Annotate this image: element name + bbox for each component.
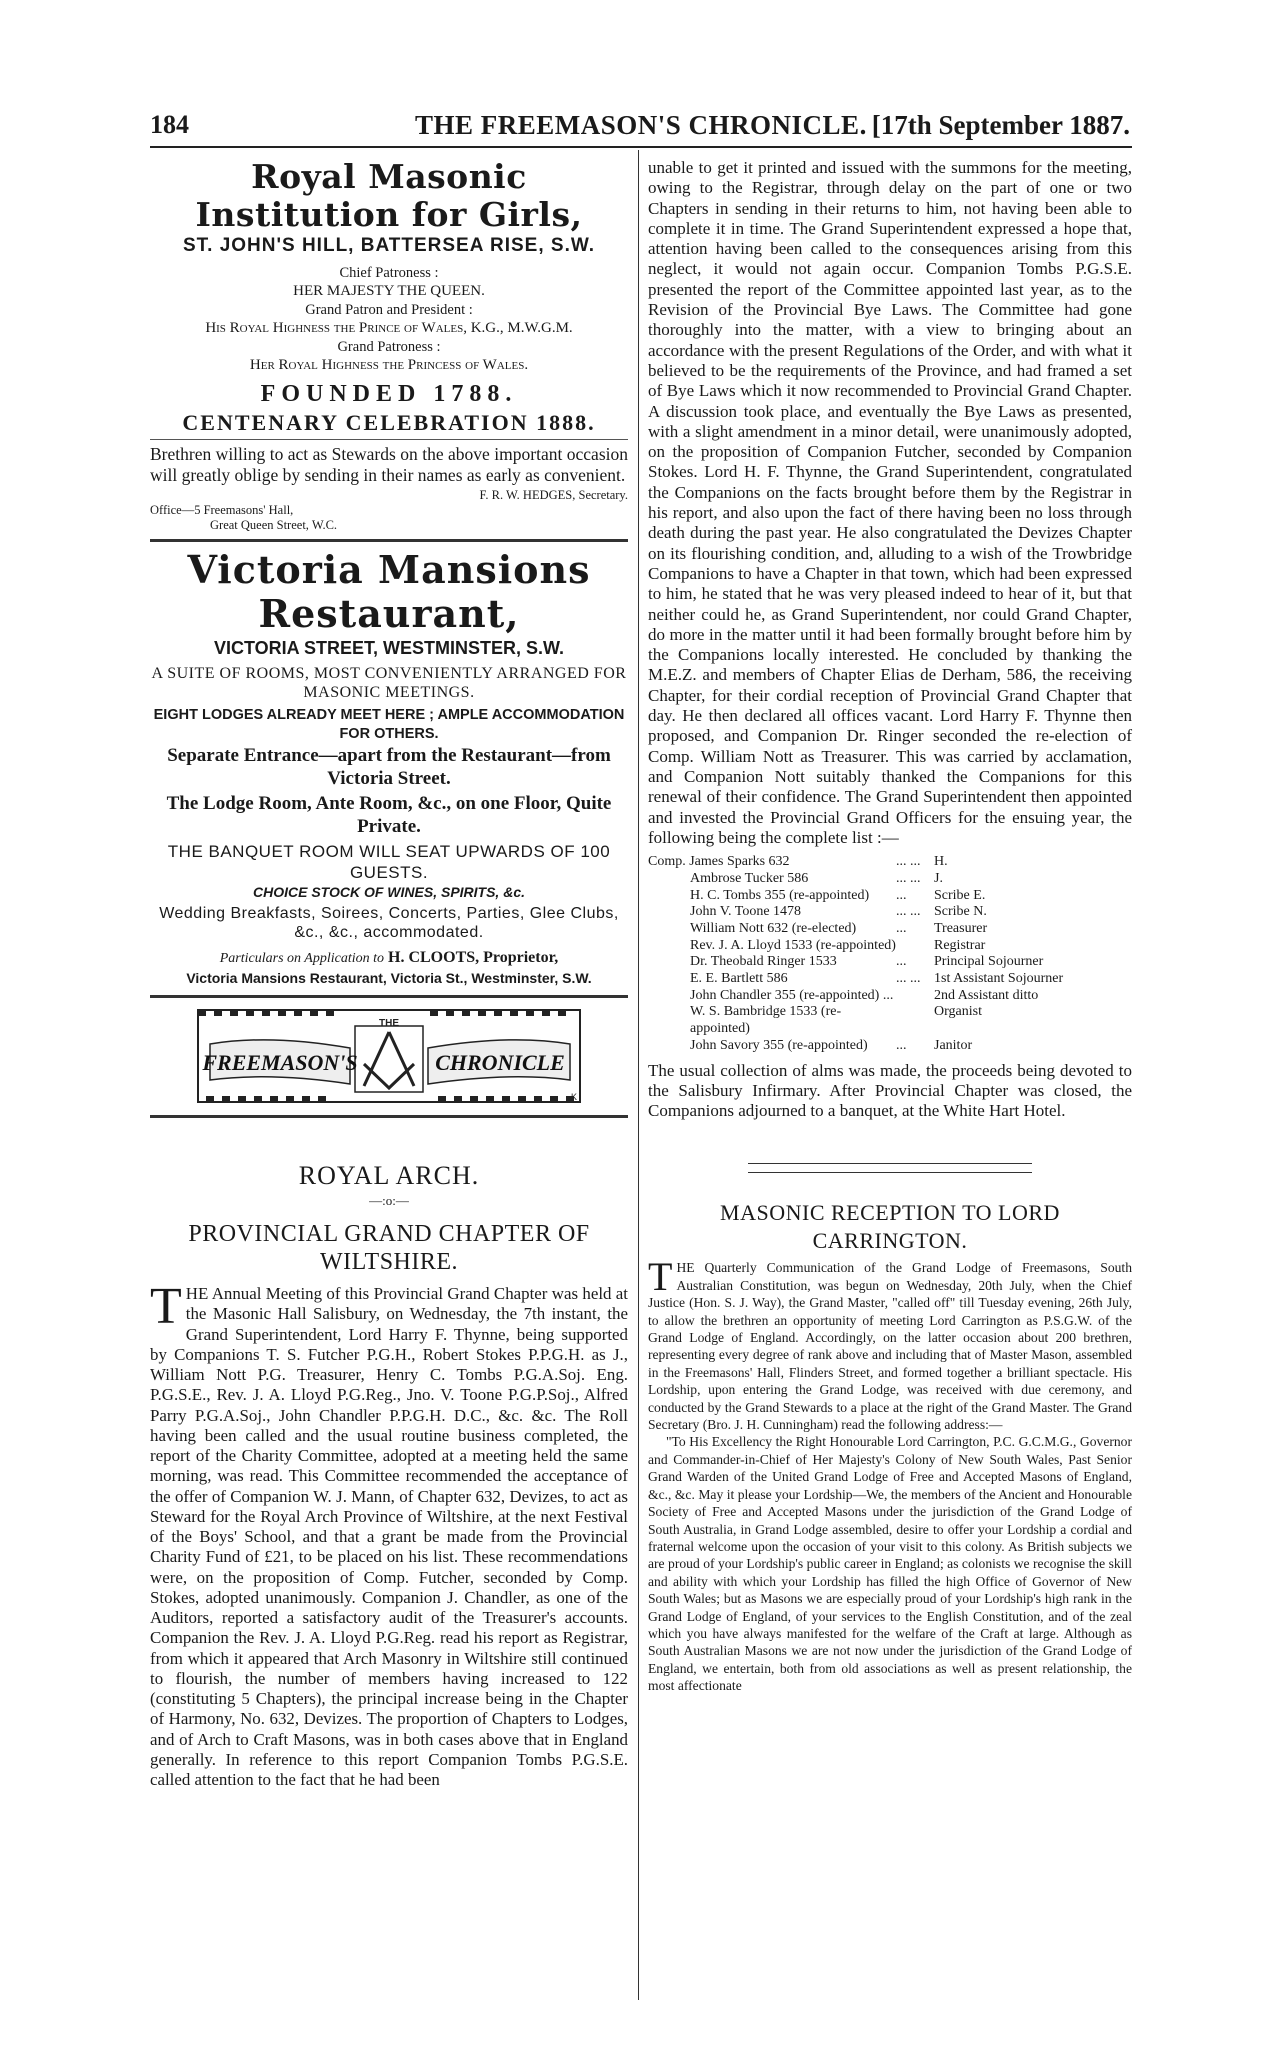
list-item: Comp. James Sparks 632 ... ... H. [648, 854, 948, 870]
victoria-ad-address: Victoria Mansions Restaurant, Victoria St., Westminster, S.W. [186, 970, 592, 986]
provincial-chapter-heading: PROVINCIAL GRAND CHAPTER OF WILTSHIRE. [188, 1221, 590, 1275]
alms-paragraph: The usual collection of alms was made, the proceeds being devoted to the Salisbury Infirmary. After Provincial Chapter was closed, the Companions adjourned to a banquet, at the White Hart Hotel. [648, 1060, 1132, 1121]
list-item: Rev. J. A. Lloyd 1533 (re-appointed) Registrar [690, 937, 986, 953]
royal-arch-dropcap: T [150, 1278, 182, 1335]
victoria-ad-suite: A SUITE OF ROOMS, MOST CONVENIENTLY ARRANGED FOR MASONIC MEETINGS. [151, 665, 627, 701]
publication-title: THE FREEMASON'S CHRONICLE. [415, 110, 867, 140]
victoria-ad-banquet: THE BANQUET ROOM WILL SEAT UPWARDS OF 100 GUESTS. [167, 842, 611, 882]
victoria-ad-weddings: Wedding Breakfasts, Soirees, Concerts, Parties, Glee Clubs, &c., &c., accommodated. [159, 905, 619, 941]
victoria-ad-title: Victoria Mansions Restaurant, [187, 547, 591, 636]
list-item: John Savory 355 (re-appointed) ... Janitor [690, 1037, 973, 1053]
masthead-k: K [570, 1092, 578, 1102]
article-divider [748, 1163, 1032, 1164]
list-item: E. E. Bartlett 586 ... ... 1st Assistant Sojourner [690, 971, 1064, 987]
patroness: HER MAJESTY THE QUEEN. [293, 283, 485, 299]
patron: His Royal Highness the Prince of Wales, K.G., M.W.G.M. [205, 320, 573, 336]
list-item: John Chandler 355 (re-appointed) ... 2nd Assistant ditto [690, 987, 1039, 1003]
patroness-label: Chief Patroness : [339, 265, 439, 281]
girls-ad-address: ST. JOHN'S HILL, BATTERSEA RISE, S.W. [182, 235, 596, 256]
victoria-ad-street: VICTORIA STREET, WESTMINSTER, S.W. [213, 638, 565, 658]
girls-ad-signature: F. R. W. HEDGES, Secretary. [479, 488, 628, 502]
grand-patroness: Her Royal Highness the Princess of Wales. [249, 357, 529, 373]
particulars-name: H. CLOOTS, Proprietor, [388, 949, 559, 966]
royal-arch-heading: ROYAL ARCH. [298, 1161, 480, 1190]
officers-list [648, 854, 1132, 1054]
grand-patroness-label: Grand Patroness : [337, 339, 441, 355]
page-header [150, 110, 1130, 144]
left-column [150, 158, 628, 1790]
royal-arch-divider: —:o:— [369, 1193, 409, 1208]
girls-ad-office: Office—5 Freemasons' Hall, [150, 503, 294, 517]
victoria-mansions-ad [150, 548, 628, 987]
girls-institution-ad [150, 158, 628, 533]
list-item: H. C. Tombs 355 (re-appointed) ... Scribe E. [690, 887, 986, 903]
ad-divider [150, 539, 628, 542]
issue-date: [17th September 1887. [871, 110, 1130, 140]
header-rule [150, 146, 1132, 148]
masthead-emblem [150, 1004, 628, 1109]
particulars-lead: Particulars on Application to [219, 951, 384, 966]
patron-label: Grand Patron and President : [305, 302, 473, 318]
masonic-reception-article [648, 1199, 1132, 1694]
masonic-reception-heading: MASONIC RECEPTION TO LORD CARRINGTON. [720, 1200, 1060, 1254]
victoria-ad-particulars [150, 947, 628, 969]
victoria-ad-lodges: EIGHT LODGES ALREADY MEET HERE ; AMPLE ACCOMMODATION FOR OTHERS. [153, 707, 625, 742]
article-divider-2 [748, 1172, 1032, 1173]
list-item: Dr. Theobald Ringer 1533 ... Principal Sojourner [690, 954, 1044, 970]
chronicle-masthead [150, 1004, 628, 1109]
girls-ad-title: Royal Masonic Institution for Girls, [195, 157, 583, 234]
list-item: William Nott 632 (re-elected) ... Treasurer [690, 920, 988, 936]
list-item: Ambrose Tucker 586 ... ... J. [690, 870, 943, 886]
column-rule [638, 150, 639, 2000]
masthead-chronicle: CHRONICLE [435, 1050, 565, 1075]
list-item: W. S. Bambridge 1533 (re-appointed) Organist [690, 1004, 982, 1037]
victoria-ad-wines: CHOICE STOCK OF WINES, SPIRITS, &c. [253, 884, 525, 900]
centenary-line: CENTENARY CELEBRATION 1888. [182, 410, 596, 435]
masthead-rule-top [150, 995, 628, 998]
victoria-ad-lodge-room: The Lodge Room, Ante Room, &c., on one Floor, Quite Private. [166, 793, 612, 837]
masonic-reception-body [648, 1254, 1132, 1433]
page-number: 184 [150, 110, 189, 139]
royal-arch-text: HE Annual Meeting of this Provincial Grand Chapter was held at the Masonic Hall Salisbury, on Wednesday, the 7th instant, the Grand Superintendent, Lord Harry F. Thynne, being supported by Companions T. S. Futcher P.G.H., Robert Stokes P.P.G.H. as J., William Nott P.G. Treasurer, Henry C. Tombs P.G.A.Soj. Eng. P.G.S.E., Rev. J. A. Lloyd P.G.Reg., Jno. V. Toone P.G.P.Soj., Alfred Parry P.G.A.Soj., John Chandler P.P.G.H. D.C., &c. &c. The Roll having been called and the usual routine business completed, the report of the Charity Committee, adopted at a meeting held the same morning, was read. This Committee recommended the acceptance of the offer of Companion W. J. Mann, of Chapter 632, Devizes, to act as Steward for the Royal Arch Province of Wiltshire, at the next Festival of the Boys' School, and that a grant be made from the Provincial Charity Fund of £21, to be placed on his list. These recommendations were, on the proposition of Comp. Futcher, seconded by Comp. Stokes, adopted unanimously. Companion J. Chandler, as one of the Auditors, reported a satisfactory audit of the Treasurer's accounts. Companion the Rev. J. A. Lloyd P.G.Reg. read his report as Registrar, from which it appeared that Arch Masonry in Wiltshire still continued to flourish, the number of members having increased to 122 (constituting 5 Chapters), the principal increase being in the Chapter of Harmony, No. 632, Devizes. The proportion of Chapters to Lodges, and of Arch to Craft Masons, was in both cases above that in England generally. In reference to this report Companion Tombs P.G.S.E. called attention to the fact that he had been [150, 1284, 628, 1789]
royal-arch-body [150, 1278, 628, 1790]
address-to-lord-carrington: "To His Excellency the Right Honourable Lord Carrington, P.C. G.C.M.G., Governor and Commander-in-Chief of Her Majesty's Colony of New South Wales, Past Senior Grand Warden of the United Grand Lodge of Free and Accepted Masons of England, &c., &c. May it please your Lordship—We, the members of the Ancient and Honourable Society of Free and Accepted Masons under the jurisdiction of the Grand Lodge of South Australia, in Grand Lodge assembled, desire to offer your Lordship a cordial and fraternal welcome upon the occasion of your visit to this colony. As British subjects we are proud of your Lordship's public career in England; as colonists we recognise the skill and ability with which your Lordship has filled the high Office of Governor of New South Wales; but as Masons we are especially proud of your Lordship's high rank in the Grand Lodge of England, of your services to the English Constitution, and of the zeal which you have always manifested for the welfare of the Craft at large. Although as South Australian Masons we are not now under the jurisdiction of the Grand Lodge of England, we entertain, both from old associations as well as present relationship, the most affectionate [648, 1434, 1132, 1694]
masonic-reception-text: HE Quarterly Communication of the Grand Lodge of Freemasons, South Australian Constitution, was begun on Wednesday, 20th July, when the Chief Justice (Hon. S. J. Way), the Grand Master, "called off" till Tuesday evening, 26th July, to allow the brethren an opportunity of meeting Lord Carrington as P.S.G.W. of the Grand Lodge of England. Accordingly, on the latter occasion about 200 brethren, representing every degree of rank above and including that of Master Mason, assembled in the Freemasons' Hall, Flinders Street, and formed together a brilliant spectacle. His Lordship, upon entering the Grand Lodge, was received with due ceremony, and conducted by the Grand Stewards to a place at the right of the Grand Master. The Grand Secretary (Bro. J. H. Cunningham) read the following address:— [648, 1260, 1132, 1433]
list-item: John V. Toone 1478 ... ... Scribe N. [690, 904, 987, 920]
masthead-rule-bottom [150, 1115, 628, 1118]
royal-arch-continued: unable to get it printed and issued with the summons for the meeting, owing to the Registrar, through delay on the part of one or two Chapters in sending in their returns to him, not having been able to complete it in time. The Grand Superintendent expressed a hope that, attention having been called to the consequences arising from this neglect, it would not again occur. Companion Tombs P.G.S.E. presented the report of the Committee appointed last year, as to the Revision of the Provincial Bye Laws. The Committee had gone thoroughly into the matter, with a view to bringing about an accordance with the present Regulations of the Order, and with what it believed to be the requirements of the Province, and had framed a set of Bye Laws which it now recommended to Provincial Grand Chapter. A discussion took place, and eventually the Bye Laws as presented, with a slight amendment in a minor detail, were unanimously adopted, on the proposition of Companion Futcher, seconded by Companion Stokes. Lord H. F. Thynne, the Grand Superintendent, congratulated the Companions on the facts brought before them by the Registrar in his report, and also upon the fact of there having been no loss through death during the past year. He also congratulated the Devizes Chapter on its flourishing condition, and, alluding to a wish of the Trowbridge Companions to have a Chapter in that town, which had been expressed to him, he stated that he was very pleased indeed to hear of it, but that neither could he, as Grand Superintendent, nor could Grand Chapter, do more in the matter until it had been formally brought before him by the Companions locally interested. He concluded by thanking the M.E.Z. and members of Chapter Elias de Derham, 586, the receiving Chapter, for their cordial reception of Provincial Grand Chapter that day. He then declared all offices vacant. Lord Harry F. Thynne then proposed, and Companion Dr. Ringer seconded the re-election of Comp. William Nott as Treasurer. This was carried by acclamation, and Companion Nott suitably thanked the Companions for this renewal of their confidence. The Grand Superintendent then appointed and invested the Provincial Grand Officers for the ensuing year, the following being the complete list :— [648, 158, 1132, 847]
girls-ad-rule [150, 439, 628, 440]
girls-ad-office-street: Great Queen Street, W.C. [210, 518, 338, 532]
founded-line: FOUNDED 1788. [260, 381, 518, 407]
right-column [648, 158, 1132, 1695]
masthead-the: THE [379, 1018, 399, 1029]
victoria-ad-entrance: Separate Entrance—apart from the Restaurant—from Victoria Street. [167, 745, 611, 789]
girls-ad-body: Brethren willing to act as Stewards on the above important occasion will greatly oblige by sending in their names as early as convenient. [150, 444, 628, 485]
masthead-freemasons: FREEMASON'S [202, 1050, 358, 1075]
royal-arch-article [150, 1160, 628, 1790]
masonic-reception-dropcap: T [648, 1254, 673, 1300]
